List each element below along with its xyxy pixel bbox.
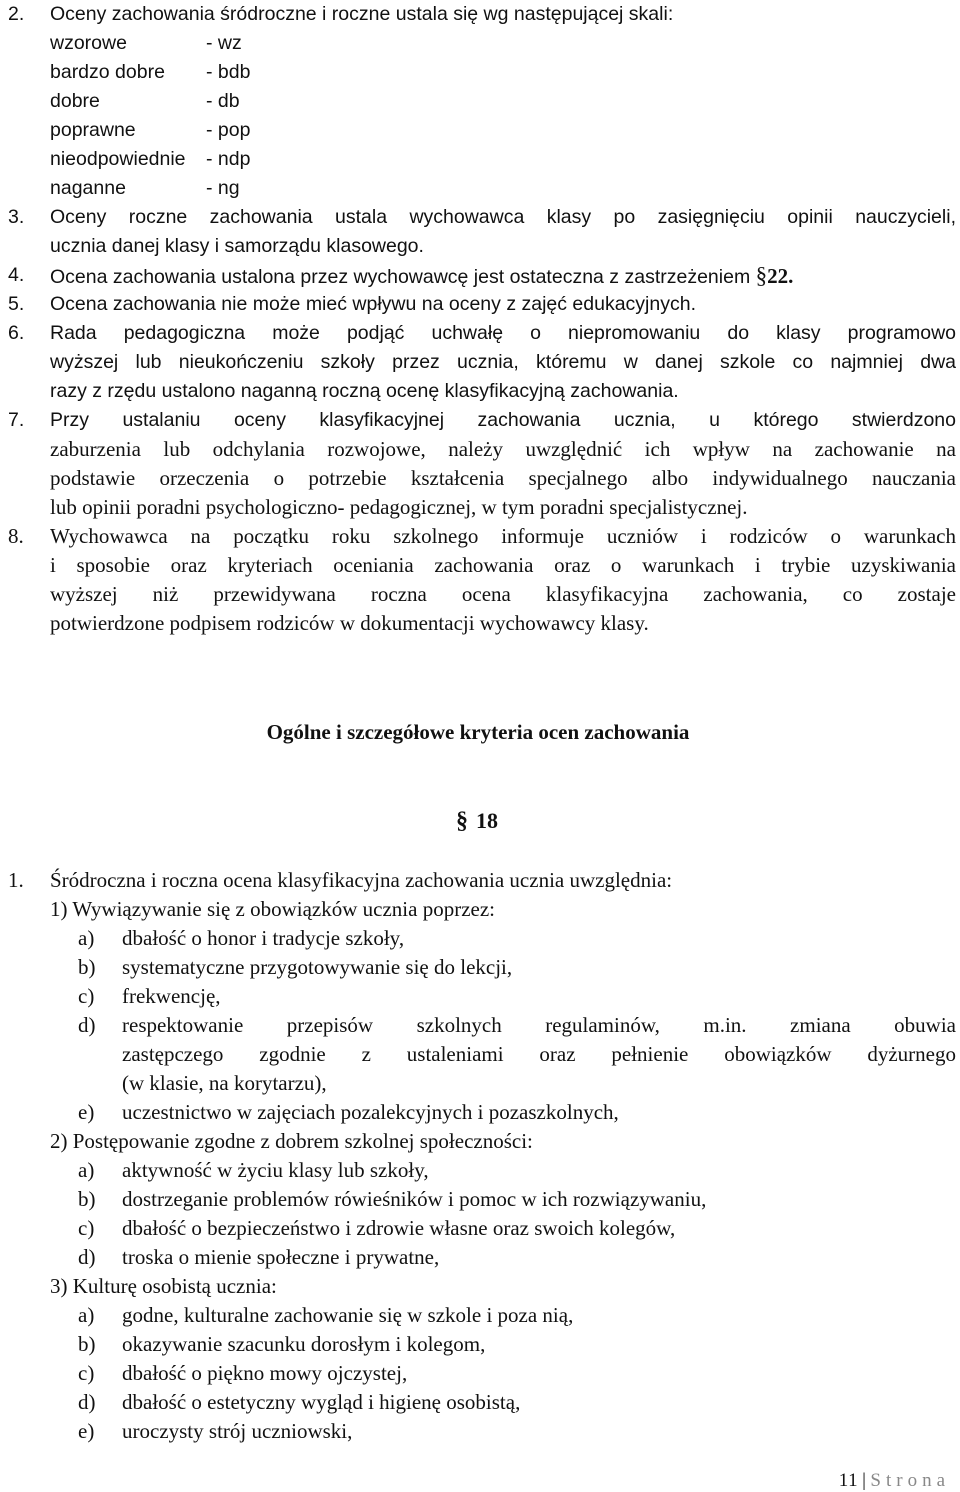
- item-text-line: Przy ustalaniu oceny klasyfikacyjnej zachowania ucznia, u którego stwierdzono: [50, 409, 956, 431]
- item-text: aktywność w życiu klasy lub szkoły,: [122, 1158, 429, 1182]
- item-letter: c): [78, 1216, 95, 1240]
- item-letter: c): [78, 984, 95, 1008]
- item-text-line: Oceny roczne zachowania ustala wychowawca klasy po zasięgnięciu opinii nauczycieli,: [50, 206, 956, 228]
- item-text: [50, 261, 793, 292]
- item-text-line: zaburzenia lub odchylania rozwojowe, należy uwzględnić ich wpływ na zachowanie na: [50, 437, 956, 461]
- item-text: Śródroczna i roczna ocena klasyfikacyjna zachowania ucznia uwzględnia:: [50, 868, 673, 892]
- scale-name: wzorowe: [50, 32, 127, 54]
- item-text: dbałość o estetyczny wygląd i higienę osobistą,: [122, 1390, 521, 1414]
- page-number: 11: [838, 1470, 859, 1491]
- item-text: troska o mienie społeczne i prywatne,: [122, 1245, 440, 1269]
- item-text: Ocena zachowania nie może mieć wpływu na oceny z zajęć edukacyjnych.: [50, 293, 696, 315]
- item-number: 1.: [8, 868, 24, 892]
- item-letter: a): [78, 1158, 95, 1182]
- item-text: godne, kulturalne zachowanie się w szkole i poza nią,: [122, 1303, 574, 1327]
- scale-name: dobre: [50, 90, 100, 112]
- item-text-line: wyższej lub nieukończeniu szkoły przez ucznia, któremu w danej szkole co najmniej dwa: [50, 351, 956, 373]
- scale-name: poprawne: [50, 119, 136, 141]
- item-text-line: Rada pedagogiczna może podjąć uchwałę o niepromowaniu do klasy programowo: [50, 322, 956, 344]
- item-text: dbałość o bezpieczeństwo i zdrowie własne oraz swoich kolegów,: [122, 1216, 676, 1240]
- item-text: okazywanie szacunku dorosłym i kolegom,: [122, 1332, 486, 1356]
- section-sign: §: [755, 263, 768, 288]
- item-letter: e): [78, 1419, 95, 1443]
- item-text-line: i sposobie oraz kryteriach oceniania zachowania oraz o warunkach i trybie uzyskiwania: [50, 553, 956, 577]
- section-sign: §: [456, 808, 468, 834]
- scale-abbr: - ndp: [206, 148, 251, 170]
- item-letter: e): [78, 1100, 95, 1124]
- item-text-body: Ocena zachowania ustalona przez wychowawcę jest ostateczna z zastrzeżeniem: [50, 266, 751, 288]
- group-title: 1) Wywiązywanie się z obowiązków ucznia poprzez:: [50, 897, 495, 921]
- item-text-line: wyższej niż przewidywana roczna ocena klasyfikacyjna zachowania, co zostaje: [50, 582, 956, 606]
- item-text-line: respektowanie przepisów szkolnych regulaminów, m.in. zmiana obuwia: [122, 1013, 956, 1037]
- group-title: 3) Kulturę osobistą ucznia:: [50, 1274, 277, 1298]
- item-text-line: Wychowawca na początku roku szkolnego informuje uczniów i rodziców o warunkach: [50, 524, 956, 548]
- item-number: 6.: [8, 322, 25, 344]
- item-text: Oceny zachowania śródroczne i roczne ustala się wg następującej skali:: [50, 3, 674, 25]
- paragraph-number: [456, 808, 498, 835]
- scale-abbr: - db: [206, 90, 240, 112]
- item-text-line: podstawie orzeczenia o potrzebie kształcenia specjalnego albo indywidualnego nauczania: [50, 466, 956, 490]
- item-letter: a): [78, 1303, 95, 1327]
- item-letter: b): [78, 955, 96, 979]
- item-text-line: ucznia danej klasy i samorządu klasowego.: [50, 235, 424, 257]
- page-footer: [839, 1470, 950, 1492]
- item-text: dbałość o piękno mowy ojczystej,: [122, 1361, 408, 1385]
- item-text: dostrzeganie problemów rówieśników i pomoc w ich rozwiązywaniu,: [122, 1187, 707, 1211]
- item-text-line: potwierdzone podpisem rodziców w dokumentacji wychowawcy klasy.: [50, 611, 649, 635]
- item-letter: c): [78, 1361, 95, 1385]
- page-label: Strona: [870, 1470, 950, 1491]
- item-text: systematyczne przygotowywanie się do lekcji,: [122, 955, 513, 979]
- footer-separator: |: [862, 1470, 867, 1491]
- item-number: 4.: [8, 264, 25, 286]
- item-letter: b): [78, 1187, 96, 1211]
- item-letter: d): [78, 1245, 96, 1269]
- scale-name: naganne: [50, 177, 126, 199]
- item-number: 5.: [8, 293, 25, 315]
- item-letter: d): [78, 1390, 96, 1414]
- item-text-line: lub opinii poradni psychologiczno- pedagogicznej, w tym poradni specjalistycznej.: [50, 495, 748, 519]
- item-number: 7.: [8, 409, 25, 431]
- scale-abbr: - pop: [206, 119, 251, 141]
- item-text-line: (w klasie, na korytarzu),: [122, 1071, 327, 1095]
- item-letter: d): [78, 1013, 96, 1037]
- item-letter: b): [78, 1332, 96, 1356]
- item-text: dbałość o honor i tradycje szkoły,: [122, 926, 405, 950]
- item-number: 3.: [8, 206, 25, 228]
- group-title: 2) Postępowanie zgodne z dobrem szkolnej społeczności:: [50, 1129, 533, 1153]
- item-text: uroczysty strój uczniowski,: [122, 1419, 353, 1443]
- item-text-line: razy z rzędu ustalono naganną roczną ocenę klasyfikacyjną zachowania.: [50, 380, 679, 402]
- scale-name: bardzo dobre: [50, 61, 165, 83]
- section-heading: Ogólne i szczegółowe kryteria ocen zachowania: [266, 720, 690, 744]
- item-letter: a): [78, 926, 95, 950]
- item-text: frekwencję,: [122, 984, 221, 1008]
- scale-abbr: - wz: [206, 32, 242, 54]
- paragraph-value: 18: [476, 808, 498, 833]
- item-number: 8.: [8, 524, 24, 548]
- scale-name: nieodpowiednie: [50, 148, 186, 170]
- scale-abbr: - ng: [206, 177, 240, 199]
- item-text: uczestnictwo w zajęciach pozalekcyjnych i pozaszkolnych,: [122, 1100, 619, 1124]
- item-text-line: zastępczego zgodnie z ustaleniami oraz pełnienie obowiązków dyżurnego: [122, 1042, 956, 1066]
- scale-abbr: - bdb: [206, 61, 251, 83]
- item-number: 2.: [8, 3, 25, 25]
- section-ref: 22.: [767, 264, 794, 288]
